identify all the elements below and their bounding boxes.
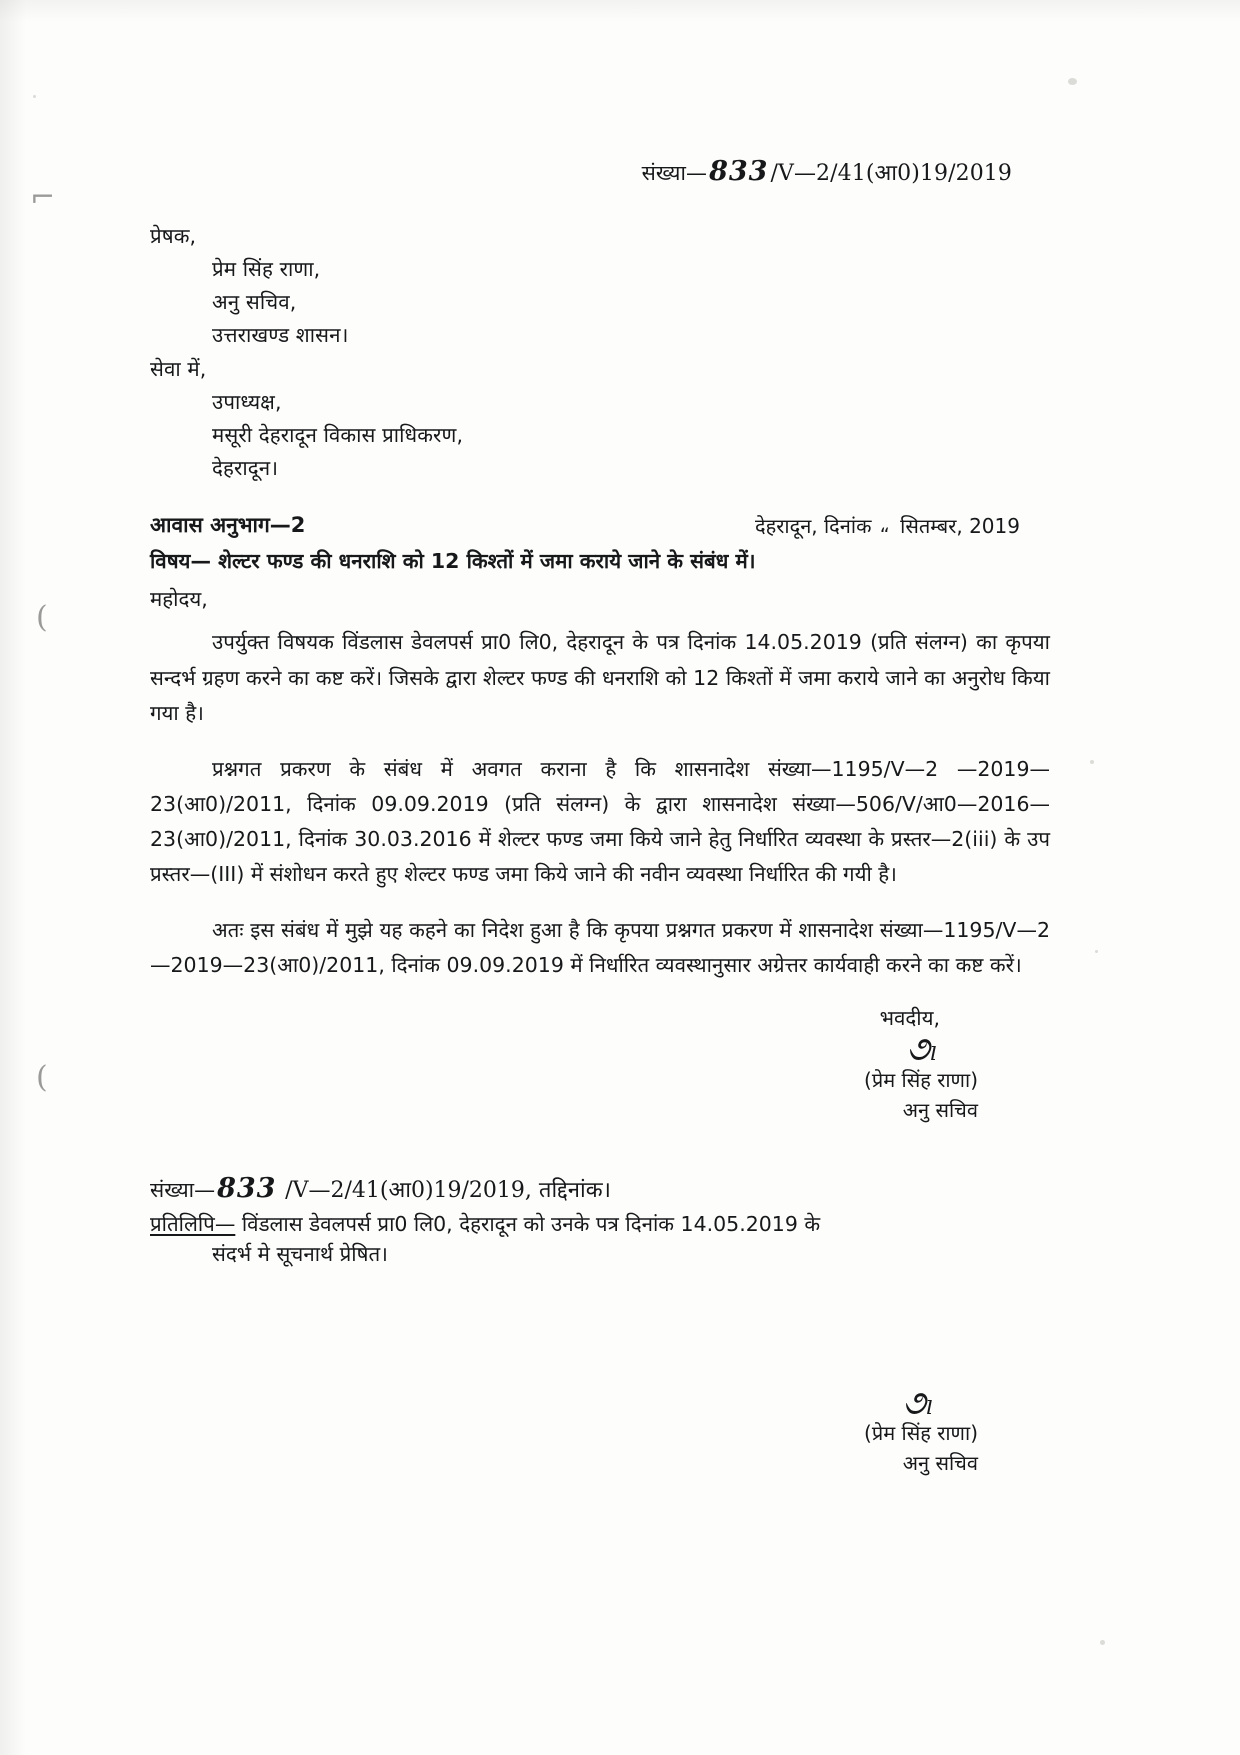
- signatory-designation: अनु सचिव: [902, 1097, 978, 1122]
- scan-speck: [33, 95, 36, 98]
- closing-line: भवदीय,: [879, 1006, 940, 1031]
- paragraph-2: प्रश्नगत प्रकरण के संबंध में अवगत कराना है कि शासनादेश संख्या—1195/V—2 —2019—23(आ0)/2011, दिनांक 09.09.2019 (प्रति संलग्न) के द्वारा शासनादेश संख्या—506/V/आ0—2016— 23(आ0)/2011, दिनांक 30.03.2016 में शेल्टर फण्ड जमा किये जाने हेतु निर्धारित व्यवस्था के प्रस्तर—2(iii) के उप प्रस्तर—(III) में संशोधन करते हुए शेल्टर फण्ड जमा किये जाने की नवीन व्यवस्था निर्धारित की गयी है।: [150, 756, 1050, 887]
- from-label: प्रेषक,: [150, 223, 197, 248]
- to-line-2: मसूरी देहरादून विकास प्राधिकरण,: [212, 422, 464, 447]
- top-reference-label: संख्या—: [641, 161, 708, 185]
- from-line-2: अनु सचिव,: [212, 290, 297, 315]
- to-line-3: देहरादून।: [212, 456, 279, 481]
- signatory-name: (प्रेम सिंह राणा): [864, 1067, 978, 1092]
- salutation: महोदय,: [150, 587, 208, 612]
- copy-reference-number: [150, 1173, 1050, 1204]
- top-reference-handwritten-number: 833: [709, 156, 769, 187]
- section-label: आवास अनुभाग—2: [150, 513, 306, 538]
- signature-mark-icon: ૭ₗ: [902, 1382, 934, 1423]
- signatory-designation: अनु सचिव: [902, 1451, 978, 1476]
- to-line-1: उपाध्यक्ष,: [212, 389, 282, 414]
- top-reference-number: [150, 150, 1050, 194]
- scan-edge-shadow-left: [0, 0, 26, 1755]
- place-date-prefix: देहरादून, दिनांक: [754, 514, 872, 539]
- scan-speck: [1090, 760, 1094, 764]
- scan-edge-shadow-top: [0, 0, 1240, 22]
- signatory-name: (प्रेम सिंह राणा): [864, 1421, 978, 1446]
- place-and-date: [755, 512, 1050, 539]
- top-reference-rest: /V—2/41(आ0)19/2019: [770, 161, 1012, 186]
- subject-line: विषय— शेल्टर फण्ड की धनराशि को 12 किश्तों में जमा कराये जाने के संबंध में।: [150, 549, 756, 574]
- from-line-1: प्रेम सिंह राणा,: [212, 256, 321, 281]
- place-date-suffix: सितम्बर, 2019: [900, 514, 1020, 539]
- copy-to-text: विंडलास डेवलपर्स प्रा0 लि0, देहरादून को उनके पत्र दिनांक 14.05.2019 के: [241, 1211, 821, 1236]
- copy-to-label: प्रतिलिपि—: [150, 1211, 236, 1236]
- signature-mark-icon: ૭ₗ: [906, 1029, 938, 1070]
- paragraph-1: उपर्युक्त विषयक विंडलास डेवलपर्स प्रा0 लि0, देहरादून के पत्र दिनांक 14.05.2019 (प्रति संलग्न) का कृपया सन्दर्भ ग्रहण करने का कष्ट करें। जिसके द्वारा शेल्टर फण्ड की धनराशि को 12 किश्तों में जमा कराये जाने का अनुरोध किया गया है।: [150, 630, 1050, 725]
- copy-reference-label: संख्या—: [150, 1177, 216, 1202]
- scan-speck: [1068, 78, 1077, 85]
- section-and-date-row: [150, 511, 1050, 539]
- paragraph-3: अतः इस संबंध में मुझे यह कहने का निदेश हुआ है कि कृपया प्रश्नगत प्रकरण में शासनादेश संख्या—1195/V—2 —2019—23(आ0)/2011, दिनांक 09.09.2019 में निर्धारित व्यवस्थानुसार अग्रेत्तर कार्यवाही करने का कष्ट करें।: [150, 918, 1050, 978]
- scan-speck: [1100, 1640, 1105, 1645]
- copy-reference-handwritten-number: 833: [217, 1172, 277, 1204]
- margin-pen-mark: (: [36, 600, 48, 635]
- copy-to-continuation: संदर्भ मे सूचनार्थ प्रेषित।: [212, 1241, 388, 1266]
- scan-speck: [1095, 950, 1098, 953]
- margin-pen-mark: ⌐: [30, 180, 56, 215]
- signature-block-1: [150, 1029, 1050, 1125]
- copy-to-line: [150, 1210, 1050, 1238]
- from-line-3: उत्तराखण्ड शासन।: [212, 323, 349, 348]
- copy-reference-rest: /V—2/41(आ0)19/2019, तद्दिनांक।: [285, 1177, 611, 1203]
- letter-body: [150, 150, 1050, 1478]
- margin-pen-mark: (: [36, 1060, 48, 1095]
- to-label: सेवा में,: [150, 356, 207, 381]
- signature-block-2: [150, 1382, 1050, 1479]
